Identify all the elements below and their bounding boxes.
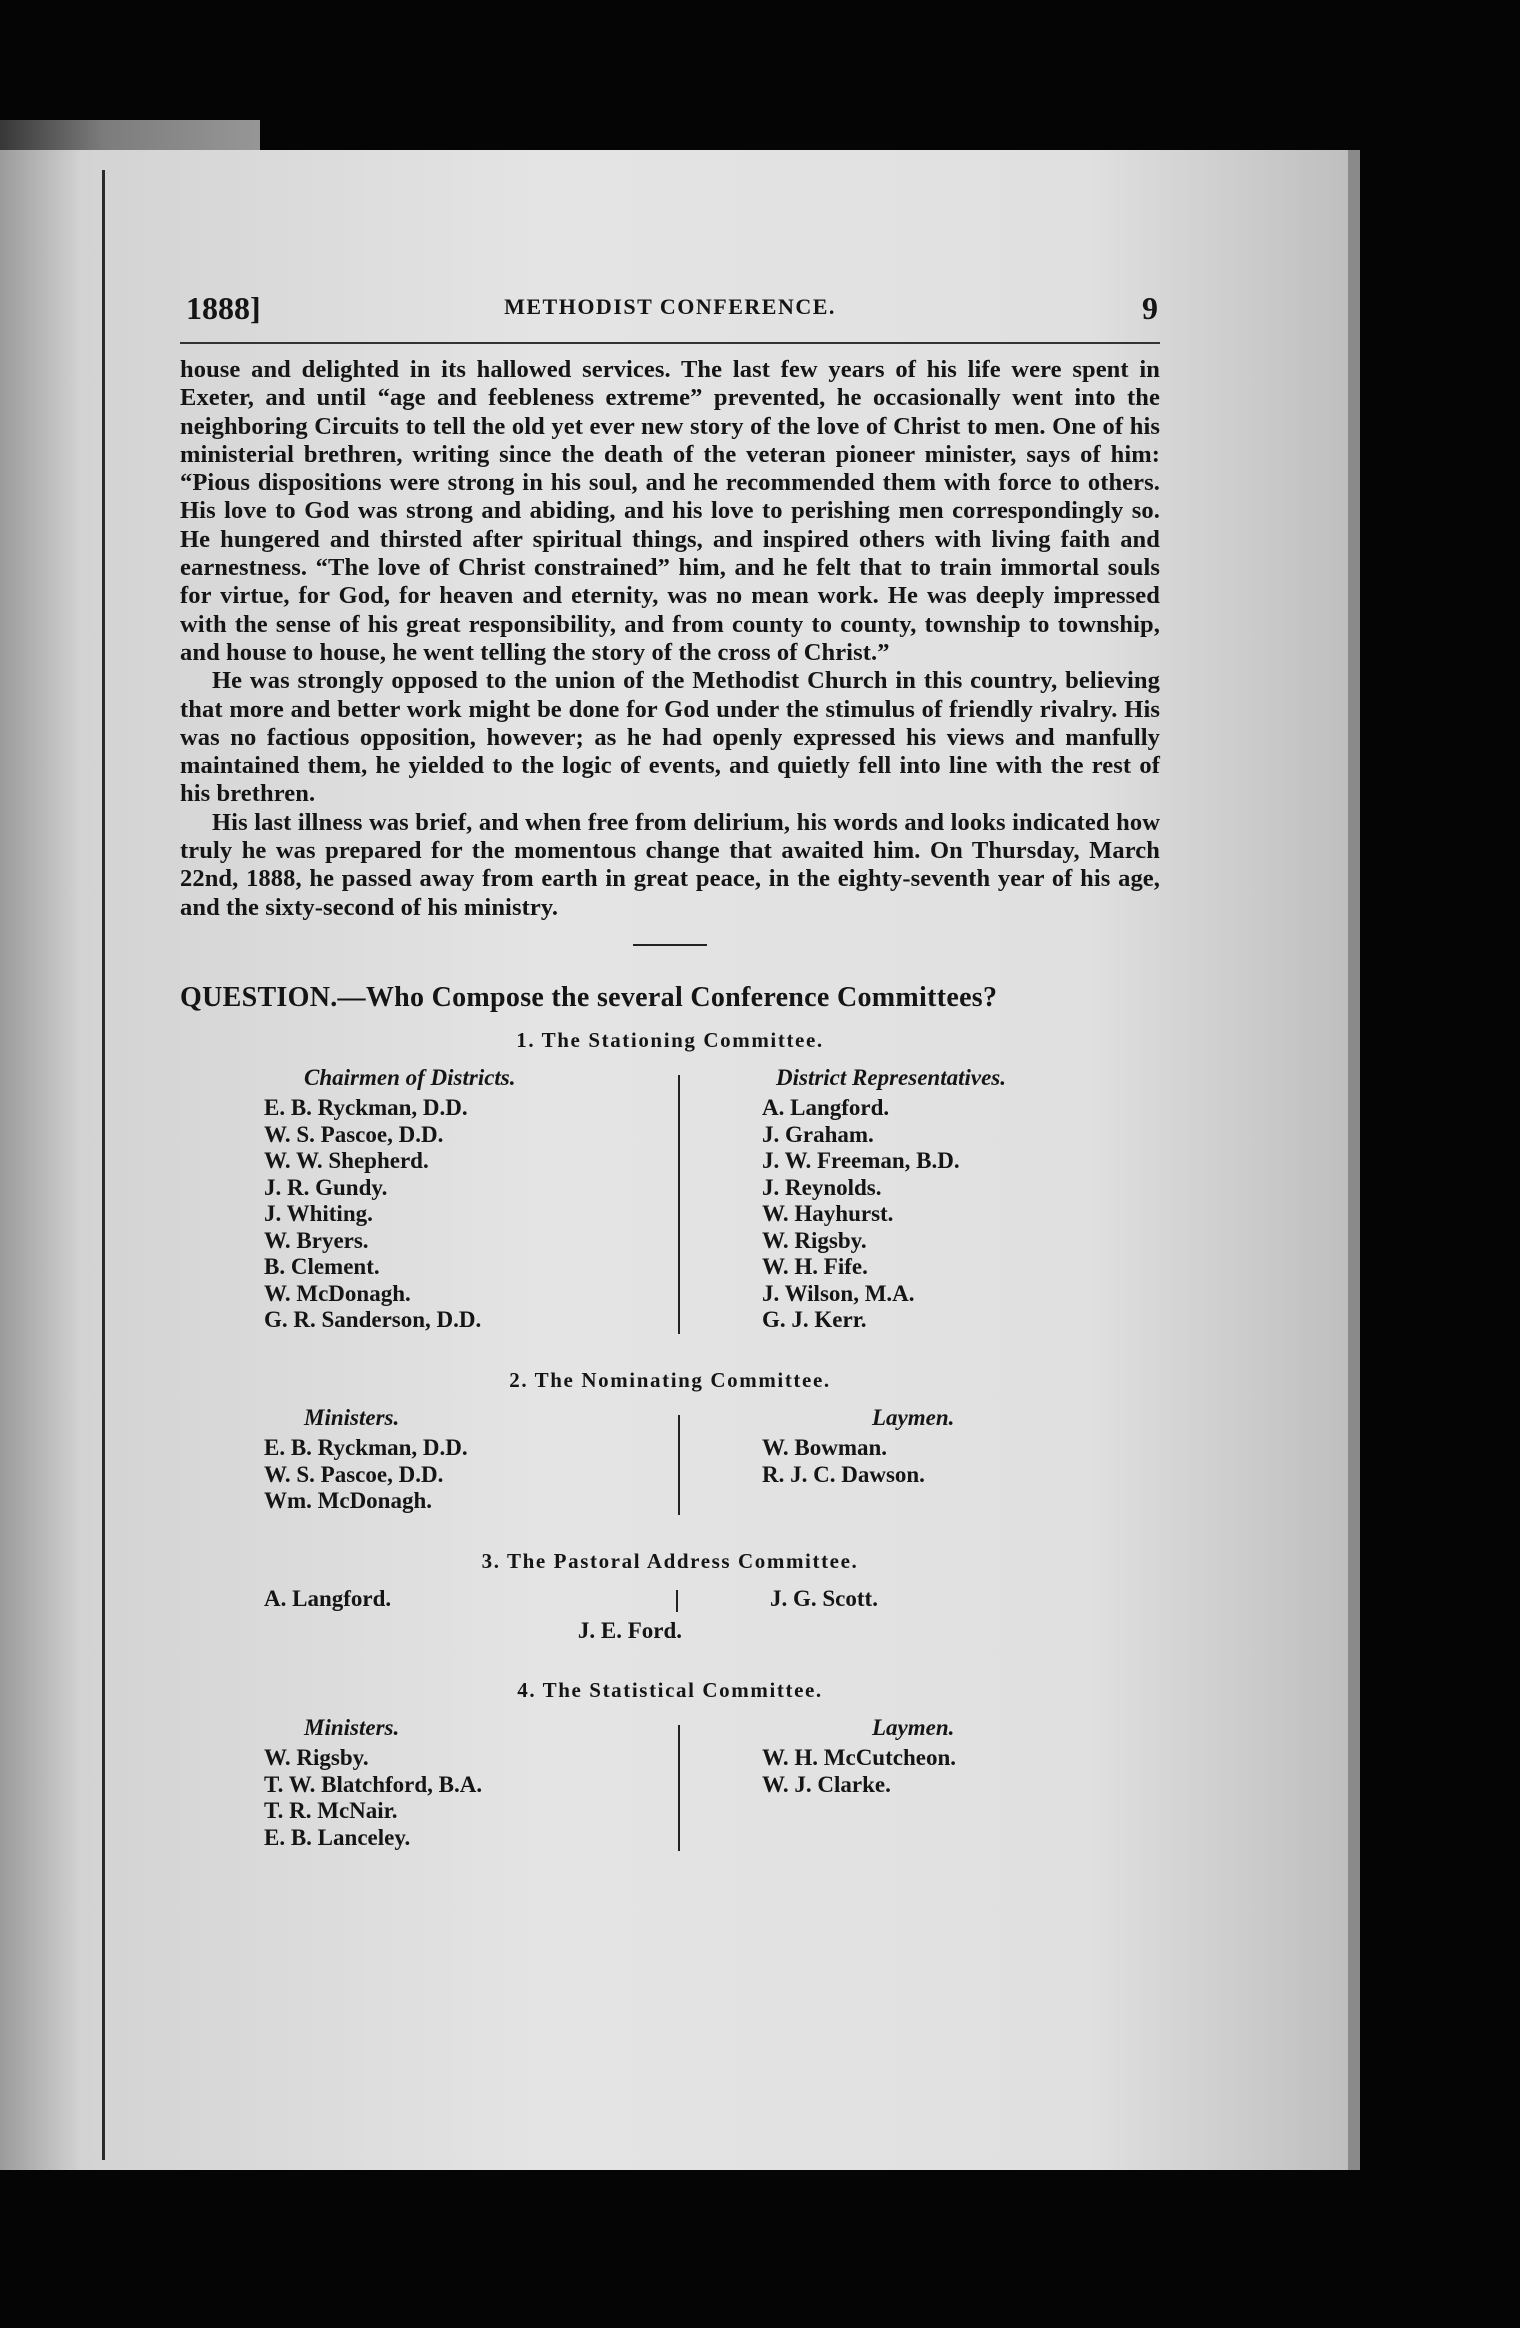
paragraph-3: His last illness was brief, and when free from delirium, his words and looks indicated how truly he was prepared for the momentous change that awaited him. On Thursday, March 22nd, 1888, he passed away from earth in great peace, in the eighty-seventh year of his age, and the sixty-second of his ministry. (180, 808, 1160, 921)
right-column (670, 1065, 1160, 1334)
column-heading: Laymen. (872, 1714, 955, 1740)
right-column (670, 1715, 1160, 1852)
list-item: J. Wilson, M.A. (762, 1280, 915, 1306)
list-item: T. R. McNair. (264, 1798, 398, 1824)
left-column (180, 1065, 670, 1334)
list-item: W. Rigsby. (264, 1745, 369, 1771)
list-item: J. R. Gundy. (264, 1174, 388, 1200)
header-year: 1888] (186, 290, 261, 326)
document-page (0, 150, 1360, 2170)
list-item: W. J. Clarke. (762, 1771, 891, 1797)
header-title: METHODIST CONFERENCE. (504, 294, 836, 319)
film-strip-edge (0, 120, 260, 150)
list-item: W. McDonagh. (264, 1280, 411, 1306)
column-heading: Laymen. (872, 1404, 955, 1430)
list-item: G. R. Sanderson, D.D. (264, 1307, 482, 1333)
list-item: A. Langford. (762, 1095, 890, 1121)
margin-rule (102, 170, 105, 2160)
list-item: J. E. Ford. (577, 1617, 683, 1643)
running-header (180, 290, 1160, 344)
list-item: W. H. McCutcheon. (762, 1745, 957, 1771)
column-heading: District Representatives. (776, 1064, 1006, 1090)
list-item: J. W. Freeman, B.D. (762, 1148, 960, 1174)
pastoral-members-row (180, 1586, 1160, 1616)
page-number: 9 (1142, 290, 1158, 326)
list-item: J. G. Scott. (770, 1585, 878, 1611)
pastoral-address-committee (180, 1549, 1160, 1644)
list-item: W. S. Pascoe, D.D. (264, 1121, 444, 1147)
list-item: Wm. McDonagh. (264, 1488, 433, 1514)
list-item: G. J. Kerr. (762, 1307, 867, 1333)
list-item: E. B. Ryckman, D.D. (264, 1095, 468, 1121)
list-item: E. B. Ryckman, D.D. (264, 1435, 468, 1461)
list-item: W. Rigsby. (762, 1227, 867, 1253)
column-heading: Ministers. (304, 1404, 400, 1430)
committee-title: 1. The Stationing Committee. (516, 1027, 824, 1052)
committee-title: 4. The Statistical Committee. (517, 1677, 823, 1702)
column-heading: Ministers. (304, 1714, 400, 1740)
right-column (670, 1405, 1160, 1515)
paragraph-2: He was strongly opposed to the union of the Methodist Church in this country, believing that more and better work might be done for God under the stimulus of friendly rivalry. His was no factious opposition, however; as he had openly expressed his views and manfully maintained them, he yielded to the logic of events, and quietly fell into line with the rest of his brethren. (180, 667, 1160, 808)
question-heading: QUESTION.—Who Compose the several Conference Committees? (180, 981, 998, 1013)
committee-columns (180, 1715, 1160, 1852)
list-item: J. Whiting. (264, 1201, 373, 1227)
list-item: J. Graham. (762, 1121, 874, 1147)
left-column (180, 1715, 670, 1852)
page-edge-shadow (1348, 150, 1360, 2170)
list-item: E. B. Lanceley. (264, 1824, 411, 1850)
list-item: W. W. Shepherd. (264, 1148, 429, 1174)
obituary-text (180, 356, 1160, 922)
section-separator (633, 944, 707, 946)
column-divider (676, 1590, 678, 1612)
list-item: A. Langford. (264, 1585, 392, 1611)
list-item: J. Reynolds. (762, 1174, 882, 1200)
committee-columns (180, 1405, 1160, 1515)
list-item: R. J. C. Dawson. (762, 1461, 925, 1487)
column-divider (678, 1075, 680, 1334)
page-content (180, 290, 1160, 1885)
list-item: W. Bowman. (762, 1435, 888, 1461)
column-divider (678, 1415, 680, 1515)
committee-title: 2. The Nominating Committee. (509, 1367, 831, 1392)
list-item: W. Hayhurst. (762, 1201, 894, 1227)
statistical-committee (180, 1678, 1160, 1852)
list-item: W. S. Pascoe, D.D. (264, 1461, 444, 1487)
list-item: W. H. Fife. (762, 1254, 868, 1280)
left-column (180, 1405, 670, 1515)
column-heading: Chairmen of Districts. (304, 1064, 516, 1090)
nominating-committee (180, 1368, 1160, 1515)
list-item: T. W. Blatchford, B.A. (264, 1771, 483, 1797)
list-item: B. Clement. (264, 1254, 380, 1280)
committee-title: 3. The Pastoral Address Committee. (481, 1548, 859, 1573)
paragraph-1: house and delighted in its hallowed services. The last few years of his life were spent in Exeter, and until “age and feebleness extreme” prevented, he occasionally went into the neighboring Circuits to tell the old yet ever new story of the love of Christ to men. One of his ministerial brethren, writing since the death of the veteran pioneer minister, says of him: “Pious dispositions were strong in his soul, and he recommended them with force to others. His love to God was strong and abiding, and his love to perishing men correspondingly so. He hungered and thirsted after spiritual things, and inspired others with living faith and earnestness. “The love of Christ constrained” him, and he felt that to train immortal souls for virtue, for God, for heaven and eternity, was no mean work. He was deeply impressed with the sense of his great responsibility, and from county to county, township to township, and house to house, he went telling the story of the cross of Christ.” (180, 356, 1160, 666)
committee-columns (180, 1065, 1160, 1334)
column-divider (678, 1725, 680, 1852)
stationing-committee (180, 1028, 1160, 1334)
list-item: W. Bryers. (264, 1227, 369, 1253)
